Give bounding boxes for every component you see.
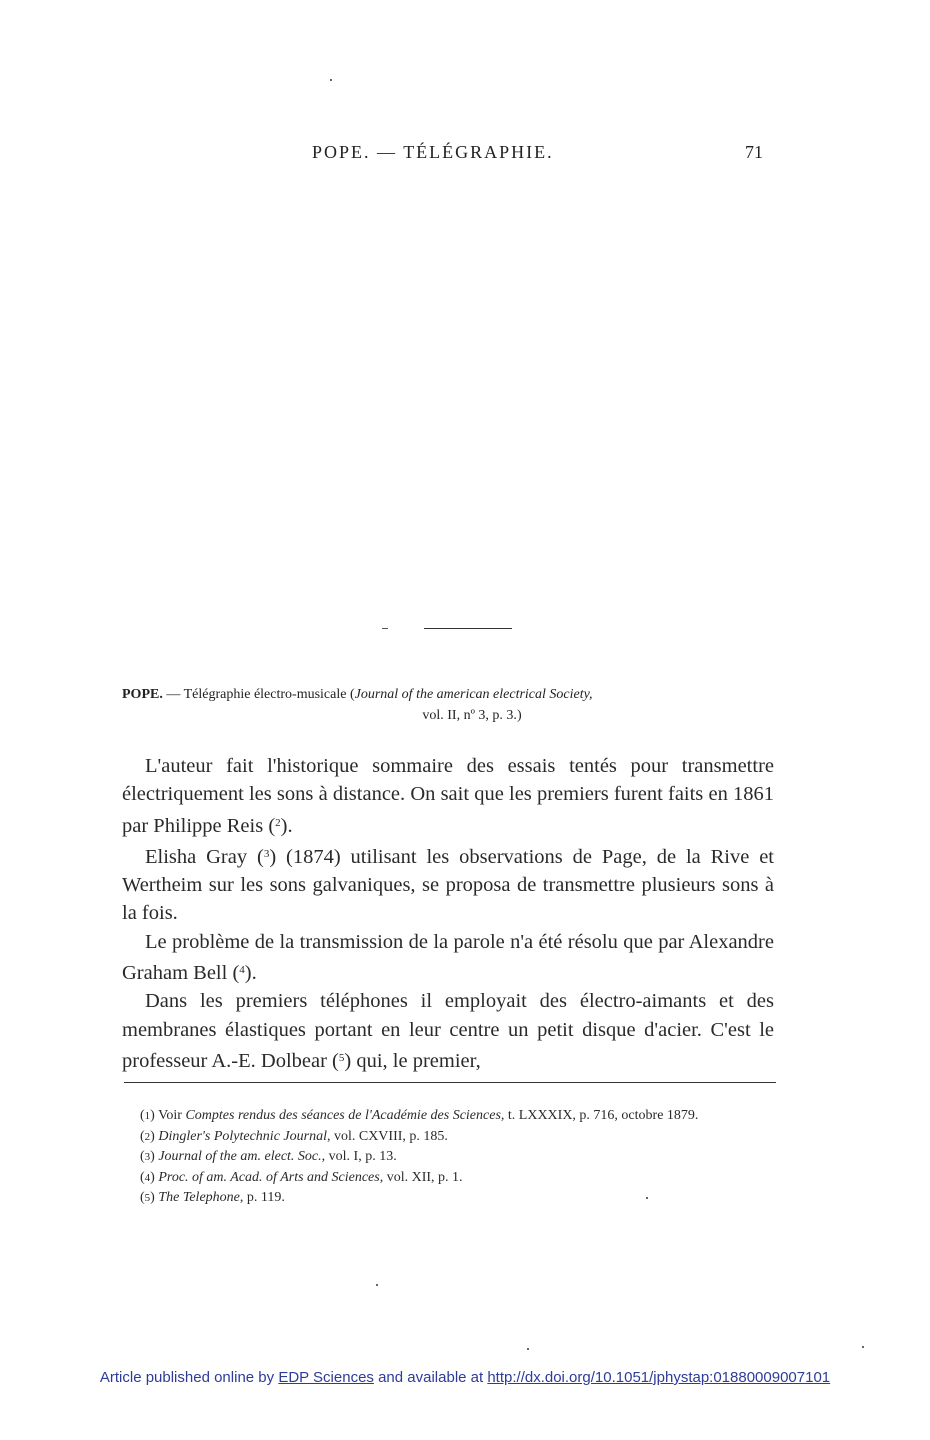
footnote-source: Comptes rendus des séances de l'Académie des Sciences bbox=[185, 1108, 501, 1123]
footnote-4: (4) Proc. of am. Acad. of Arts and Sciences, vol. XII, p. 1. bbox=[140, 1169, 463, 1185]
footnote-text: , vol. I, p. 13. bbox=[321, 1149, 397, 1165]
footnotes bbox=[124, 1106, 776, 1209]
footer-text: and available at bbox=[373, 1369, 488, 1386]
footnote-ref[interactable]: 3 bbox=[263, 847, 270, 860]
scan-speck bbox=[646, 1197, 648, 1199]
footnote-text: , p. 119. bbox=[239, 1190, 285, 1206]
paren-open: ( bbox=[346, 687, 355, 702]
footer-text: Article published online by bbox=[99, 1369, 279, 1386]
footnote-number: 5 bbox=[144, 1192, 151, 1205]
footnote-ref[interactable]: 4 bbox=[239, 964, 245, 977]
paragraph-text: Dans les premiers téléphones il employait des électro-aimants et des membranes élastiques portant en leur centre un petit disque d'acier. C'est le professeur A.-E. Dolbear ( bbox=[122, 990, 774, 1072]
footnote-number: 1 bbox=[144, 1110, 151, 1122]
paragraph-4 bbox=[122, 987, 774, 1075]
footnote-3: (3) Journal of the am. elect. Soc., vol. I, p. 13. bbox=[140, 1149, 397, 1165]
body-text bbox=[122, 752, 774, 1075]
paragraph-text: L'auteur fait l'historique sommaire des essais tentés pour transmettre électriquement les sons à distance. On sait que les premiers furent faits en 1861 par Philippe Reis ( bbox=[122, 755, 774, 837]
article-title: Télégraphie électro-musicale bbox=[183, 687, 347, 702]
title-dash: — bbox=[162, 687, 184, 702]
article-citation-line bbox=[122, 705, 782, 726]
paragraph-text: Elisha Gray ( bbox=[145, 845, 264, 868]
running-head: POPE. — TÉLÉGRAPHIE. bbox=[312, 142, 554, 162]
paragraph-text: ) qui, le premier, bbox=[344, 1049, 481, 1072]
paragraph-2 bbox=[122, 840, 774, 928]
footnote-1: (1) Voir Comptes rendus des séances de l'Académie des Sciences, t. LXXXIX, p. 716, octobre 1879. bbox=[140, 1108, 699, 1123]
footnote-number: 4 bbox=[144, 1171, 151, 1184]
paragraph-text: ). bbox=[244, 962, 257, 985]
footnote-ref[interactable]: 2 bbox=[275, 816, 281, 829]
page-number: 71 bbox=[745, 142, 763, 162]
scan-speck bbox=[862, 1346, 864, 1348]
doi-link[interactable]: http://dx.doi.org/10.1051/jphystap:01880009007101 bbox=[487, 1369, 831, 1386]
article-title-line bbox=[122, 684, 782, 705]
journal-name: Journal of the american electrical Society, bbox=[354, 687, 593, 702]
article-author: POPE. bbox=[122, 687, 163, 702]
paren-close: ) bbox=[516, 708, 522, 723]
scan-speck bbox=[527, 1348, 529, 1350]
publisher-link[interactable]: EDP Sciences bbox=[278, 1369, 374, 1386]
footnote-2: (2) Dingler's Polytechnic Journal, vol. CXVIII, p. 185. bbox=[140, 1128, 448, 1144]
footnote-source: Journal of the am. elect. Soc. bbox=[158, 1149, 322, 1165]
paragraph-1 bbox=[122, 752, 774, 840]
footnote-ref[interactable]: 5 bbox=[338, 1051, 345, 1064]
footnote-source: Proc. of am. Acad. of Arts and Sciences bbox=[158, 1169, 380, 1185]
paragraph-3 bbox=[122, 928, 774, 988]
footnote-5: (5) The Telephone, p. 119. bbox=[140, 1190, 285, 1206]
paragraph-text: ). bbox=[280, 814, 293, 837]
scan-speck bbox=[330, 79, 332, 81]
publication-footer bbox=[0, 1369, 930, 1386]
footnote-text: , vol. CXVIII, p. 185. bbox=[326, 1128, 448, 1144]
footnote-number: 2 bbox=[144, 1130, 151, 1143]
article-title-block bbox=[122, 684, 782, 726]
footnote-rule bbox=[124, 1082, 776, 1083]
article-citation: vol. II, nº 3, p. 3. bbox=[422, 708, 517, 723]
footnote-text: , t. LXXXIX, p. 716, octobre 1879. bbox=[500, 1108, 699, 1123]
paragraph-text: ) (1874) utilisant les observations de Page, de la Rive et Wertheim sur les sons galvaniques, se proposa de transmettre plusieurs sons à la fois. bbox=[122, 845, 775, 925]
separator-rule bbox=[424, 628, 512, 629]
footnote-source: Dingler's Polytechnic Journal bbox=[158, 1128, 327, 1144]
footnote-text: , vol. XII, p. 1. bbox=[379, 1169, 463, 1185]
separator-dash bbox=[382, 628, 388, 629]
paragraph-text: Le problème de la transmission de la parole n'a été résolu que par Alexandre Graham Bell ( bbox=[122, 930, 774, 985]
footnote-source: The Telephone bbox=[158, 1190, 240, 1206]
scan-speck bbox=[376, 1284, 378, 1286]
footnote-text: Voir bbox=[158, 1108, 186, 1123]
footnote-number: 3 bbox=[144, 1151, 151, 1164]
